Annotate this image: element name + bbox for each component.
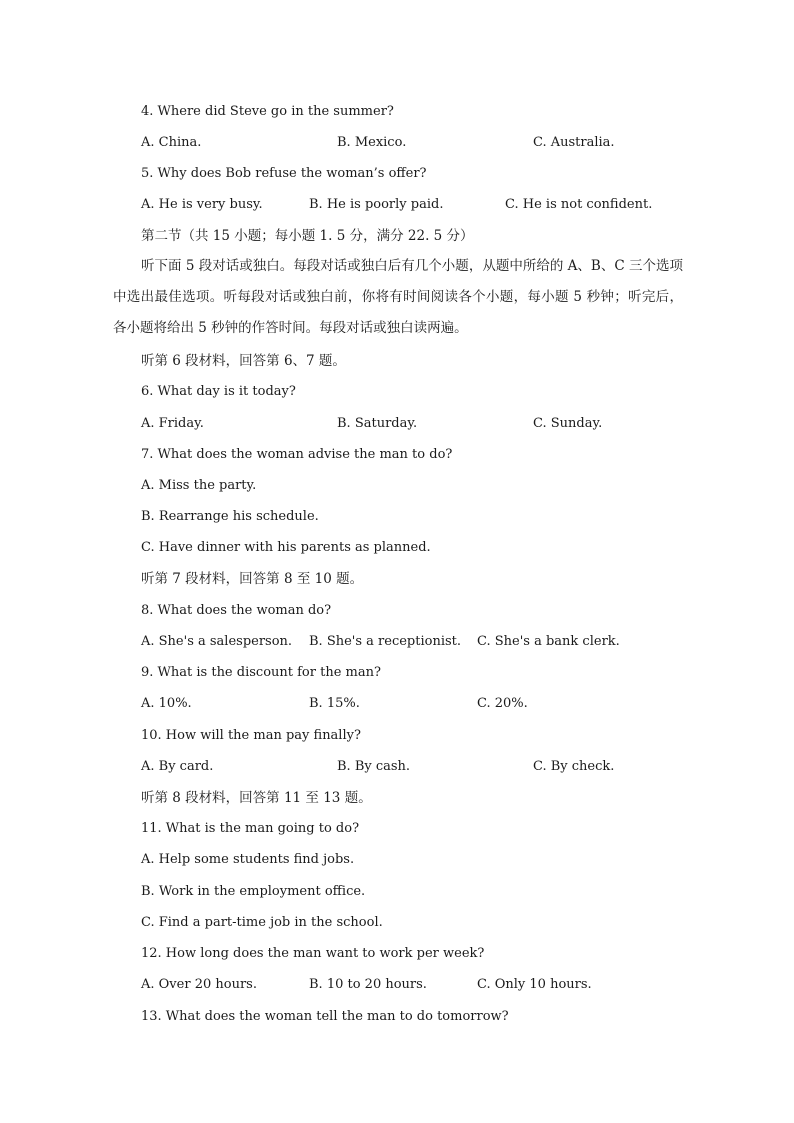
q7-option-b: B. Rearrange his schedule. [141, 509, 319, 524]
question-10: 10. How will the man pay finally? [141, 728, 361, 743]
q10-option-c: C. By check. [533, 759, 615, 774]
q8-option-a: A. She's a salesperson. [141, 634, 293, 649]
q8-option-c: C. She's a bank clerk. [477, 634, 620, 649]
section-2-instructions: 听下面 5 段对话或独白。每段对话或独白后有几个小题，从题中所给的 A、B、C 三个选项中选出最佳选项。听每段对话或独白前，你将有时间阅读各个小题，每小题 5 秒钟；听完后，各小题将给出 5 秒钟的作答时间。每段对话或独白读两遍。 [113, 258, 683, 336]
q12-option-a: A. Over 20 hours. [141, 977, 257, 992]
question-11: 11. What is the man going to do? [141, 821, 360, 836]
q7-option-a: A. Miss the party. [141, 478, 257, 493]
q6-option-b: B. Saturday. [337, 416, 418, 431]
q10-option-a: A. By card. [141, 759, 214, 774]
q11-option-a: A. Help some students find jobs. [141, 852, 355, 867]
question-6: 6. What day is it today? [141, 384, 296, 399]
section-2-heading: 第二节（共 15 小题；每小题 1. 5 分，满分 22. 5 分） [141, 228, 474, 244]
material-6-heading: 听第 6 段材料，回答第 6、7 题。 [141, 353, 346, 369]
q10-option-b: B. By cash. [337, 759, 411, 774]
q5-option-b: B. He is poorly paid. [309, 197, 444, 212]
q9-option-a: A. 10%. [141, 696, 192, 711]
question-4: 4. Where did Steve go in the summer? [141, 104, 394, 119]
q8-option-b: B. She's a receptionist. [309, 634, 462, 649]
question-5: 5. Why does Bob refuse the woman’s offer? [141, 166, 427, 181]
q9-option-b: B. 15%. [309, 696, 360, 711]
material-8-heading: 听第 8 段材料，回答第 11 至 13 题。 [141, 790, 372, 806]
question-12: 12. How long does the man want to work per week? [141, 946, 485, 961]
question-13: 13. What does the woman tell the man to do tomorrow? [141, 1009, 509, 1024]
q12-option-b: B. 10 to 20 hours. [309, 977, 427, 992]
q4-option-c: C. Australia. [533, 135, 615, 150]
material-7-heading: 听第 7 段材料，回答第 8 至 10 题。 [141, 571, 364, 587]
q4-option-b: B. Mexico. [337, 135, 407, 150]
q5-option-c: C. He is not confident. [505, 197, 653, 212]
q7-option-c: C. Have dinner with his parents as planned. [141, 540, 431, 555]
q11-option-b: B. Work in the employment office. [141, 884, 366, 899]
q4-option-a: A. China. [141, 135, 202, 150]
question-9: 9. What is the discount for the man? [141, 665, 381, 680]
q12-option-c: C. Only 10 hours. [477, 977, 592, 992]
q9-option-c: C. 20%. [477, 696, 528, 711]
q6-option-a: A. Friday. [141, 416, 204, 431]
question-8: 8. What does the woman do? [141, 603, 332, 618]
question-7: 7. What does the woman advise the man to do? [141, 447, 453, 462]
q11-option-c: C. Find a part-time job in the school. [141, 915, 383, 930]
q6-option-c: C. Sunday. [533, 416, 603, 431]
q5-option-a: A. He is very busy. [141, 197, 263, 212]
